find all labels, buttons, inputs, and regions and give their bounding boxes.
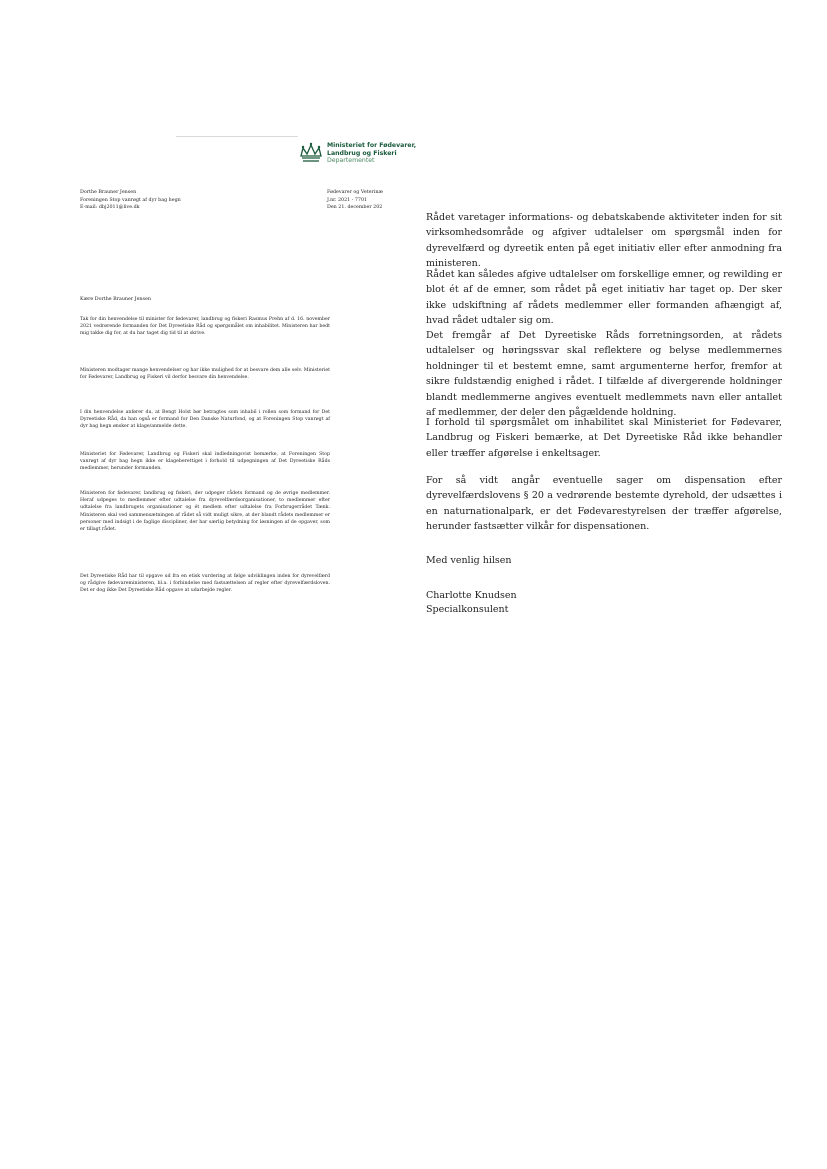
left-paragraph-6: Det Dyreetiske Råd har til opgave ud fra en etisk vurdering at følge udviklingen inden for dyrevelfærd og rådgive fødevareministeren, bl.a. i forbindelse med fastsættelsen af regler efter dyrevelfærdsloven. Det er dog ikke Det Dyreetiske Råd opgave at udarbejde regler. [80,574,330,594]
signature-name: Charlotte Knudsen [426,590,517,601]
right-paragraph-1: Rådet varetager informations- og debatskabende aktiviteter inden for sit virksomhedsområde og afgiver udtalelser om spørgsmål inden for dyrevelfærd og dyreetik enten på eget initiativ eller efter anmodning fra ministeren. [426,212,782,270]
ministry-logo [298,142,416,165]
recipient-name: Dorthe Brauner Jensen [80,190,137,195]
letter-meta [327,189,383,212]
right-paragraph-4: I forhold til spørgsmålet om inhabilitet skal Ministeriet for Fødevarer, Landbrug og Fiskeri bemærke, at Det Dyreetiske Råd ikke behandler eller træffer afgørelse i enkeltsager. [426,417,782,459]
recipient-email: E-mail: dbj2011@live.dk [80,205,140,211]
left-paragraph-3: I din henvendelse anfører du, at Bengt Holst bør betragtes som inhabil i rollen som formand for Det Dyreetiske Råd, da han også er formand for Den Danske Naturfond, og at Foreningen Stop vanrøgt af dyr bag hegn ønsker at klage/anmelde dette. [80,410,330,430]
right-paragraph-3: Det fremgår af Det Dyreetiske Råds forretningsorden, at rådets udtalelser og høringssvar skal reflektere og belyse medlemmernes holdninger til et bestemt emne, samt argumenterne herfor, fremfor at sikre fuldstændig enighed i rådet. I tilfælde af divergerende holdninger blandt medlemmerne angives eventuelt medlemmets navn eller antallet af medlemmer, der deler den pågældende holdning. [426,330,782,419]
meta-department: Fødevarer og Veterinæ [327,190,383,195]
recipient-organization: Foreningen Stop vanrøgt af dyr bag hegn [80,197,181,203]
left-paragraph-2: Ministeren modtager mange henvendelser og har ikke mulighed for at besvare dem alle selv. Ministeriet for Fødevarer, Landbrug og Fiskeri vil derfor besvare din henvendelse. [80,368,330,381]
meta-date: Den 21. december 202 [327,205,383,211]
right-paragraph-2: Rådet kan således afgive udtalelser om forskellige emner, og rewilding er blot ét af de emner, som rådet på eget initiativ har taget op. Der sker ikke udskiftning af rådets medlemmer eller formanden afhængigt af, hvad rådet udtaler sig om. [426,269,782,327]
crown-icon [298,142,324,164]
left-paragraph-4: Ministeriet for Fødevarer, Landbrug og Fiskeri skal indledningsvist bemærke, at Foreningen Stop vanrøgt af dyr bag hegn ikke er klageberettiget i forhold til udpegningen af Det Dyreetiske Råds medlemmer, herunder formanden. [80,452,330,472]
signature-title: Specialkonsulent [426,604,509,615]
recipient-block [80,189,181,212]
left-paragraph-1: Tak for din henvendelse til minister for fødevarer, landbrug og fiskeri Rasmus Prehn af d. 16. november 2021 vedrørende formanden for Det Dyreetiske Råd og spørgsmålet om inhabilitet. Ministeren har bedt mig takke dig for, at du har taget dig tid til at skrive. [80,317,330,337]
page-top-divider [176,136,298,137]
right-paragraph-5: For så vidt angår eventuelle sager om dispensation efter dyrevelfærdslovens § 20 a vedrørende bestemte dyrehold, der udsættes i en naturnationalpark, er det Fødevarestyrelsen der træffer afgørelse, herunder fastsætter vilkår for dispensationen. [426,475,782,533]
logo-line-2: Landbrug og Fiskeri [327,149,397,157]
logo-department: Departementet [327,157,375,165]
closing-greeting: Med venlig hilsen [426,555,512,566]
meta-journal-number: J.nr. 2021 - 7701 [327,197,368,203]
left-paragraph-5: Ministeren for fødevarer, landbrug og fiskeri, der udpeger rådets formand og de øvrige medlemmer. Heraf udpeges to medlemmer efter udtalelse fra dyrevelfærdsorganisationer, to medlemmer efter udtalelse fra landbrugets organisationer og ét medlem efter udtalelse fra Forbrugerrådet Tænk. Ministeren skal ved sammensætningen af rådet så vidt muligt sikre, at der blandt rådets medlemmer er personer med indsigt i de faglige discipliner, der har særlig betydning for løsningen af de opgaver, som er tillagt rådet. [80,491,330,533]
logo-line-1: Ministeriet for Fødevarer, [327,142,417,149]
salutation: Kære Dorthe Brauner Jensen [80,297,151,302]
